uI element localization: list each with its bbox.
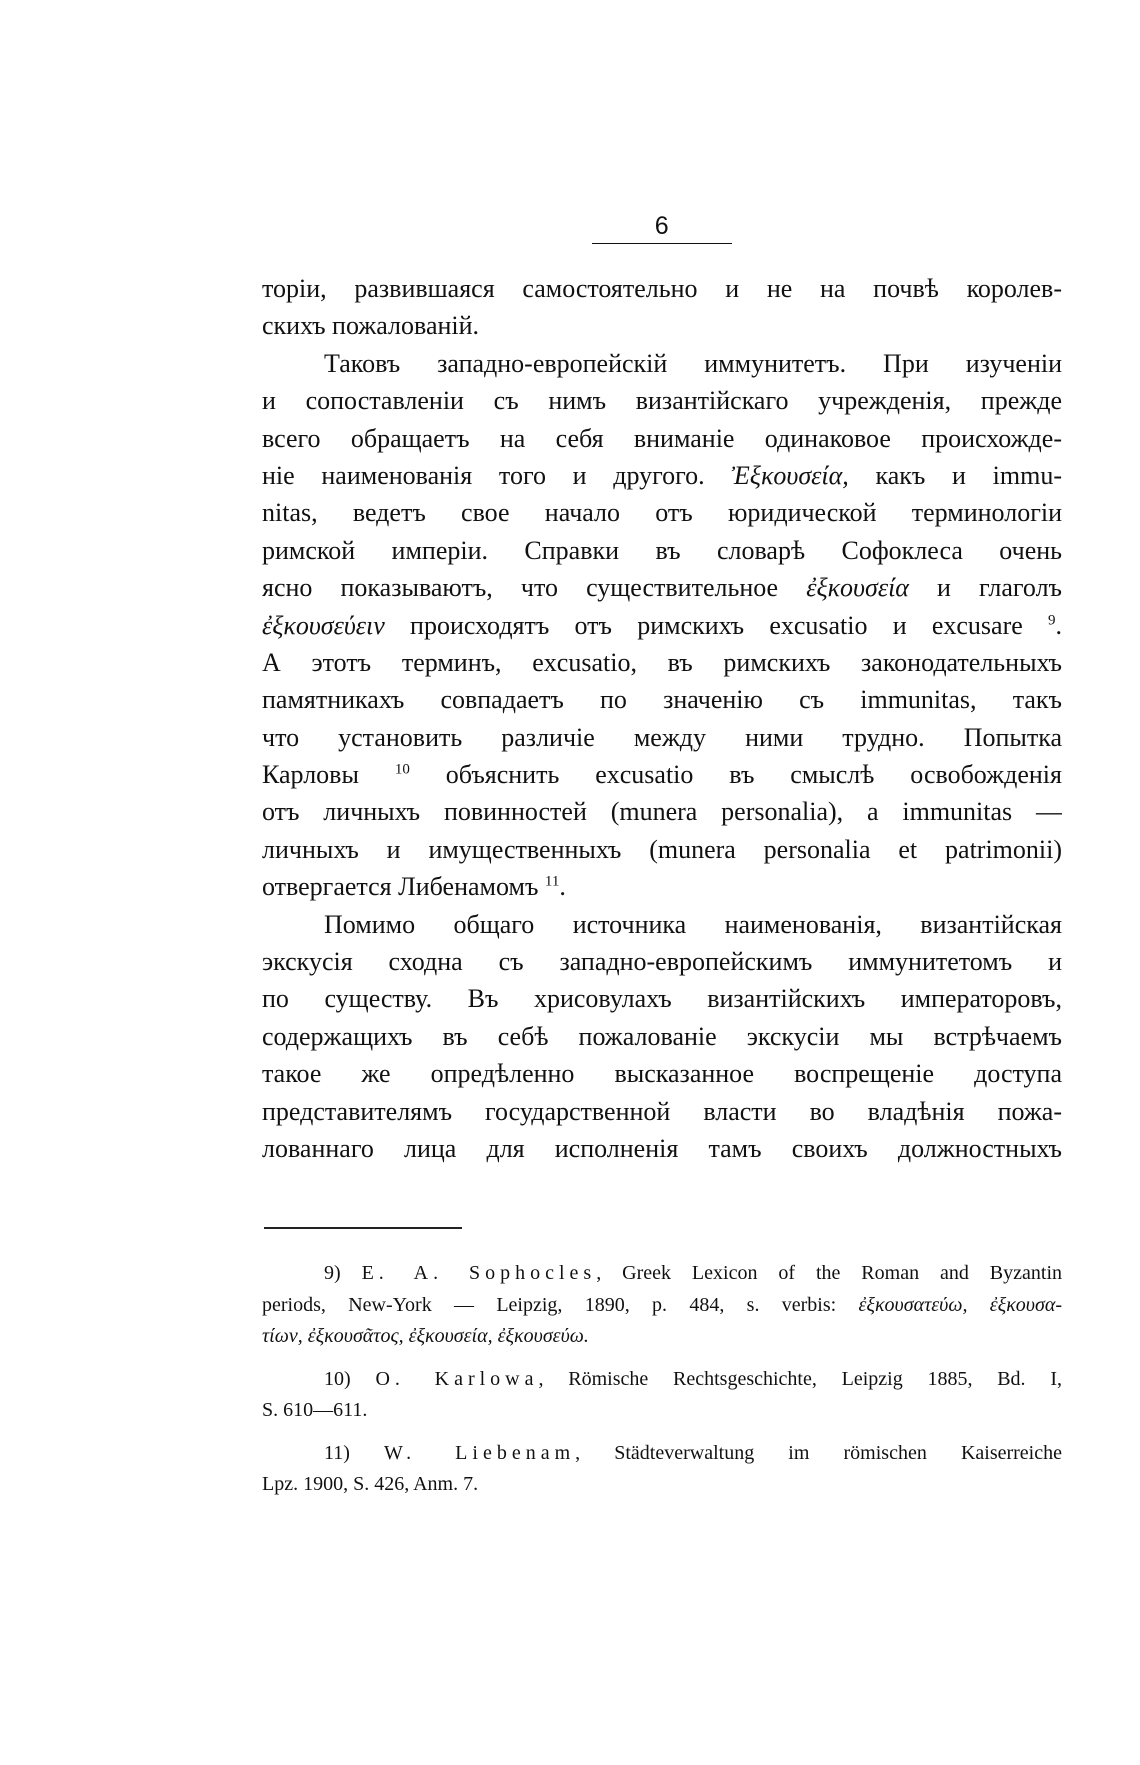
text-line: лованнаго лица для исполненія тамъ своихъ должностныхъ [262, 1133, 1062, 1163]
greek-term: Ἐξκουσεία, [731, 460, 849, 490]
text-line: экскусія сходна съ западно-европейскимъ иммунитетомъ и [262, 947, 1062, 977]
text-line: содержащихъ въ себѣ пожалованіе экскусіи мы встрѣчаемъ [262, 1021, 1062, 1051]
text-line: скихъ пожалованій. [262, 311, 480, 341]
footnote-author: O. Karlowa [375, 1367, 539, 1390]
footnote-number: 10) [324, 1367, 351, 1390]
text-line: представителямъ государственной власти во владѣнія пожа- [262, 1096, 1062, 1126]
footnote-9: 9) E. A. Sophocles, Greek Lexicon of the Roman and Byzantin periods, New-York — Leipzig, 1890, p. 484, s. verbis: ἐξκουσατεύω, ἐξκουσα- τίων, ἐξκουσᾶτος, ἐξκουσεία, ἐξκουσεύω. [262, 1262, 1062, 1347]
footnote-10: 10) O. Karlowa, Römische Rechtsgeschichte, Leipzig 1885, Bd. I, S. 610—611. [262, 1367, 1062, 1421]
text-line: ἐξκουσεύειν происходятъ отъ римскихъ excusatio и excusare $^9$. [262, 610, 1062, 640]
greek-term: τίων, ἐξκουσᾶτος, ἐξκουσεία, ἐξκουσεύω. [262, 1325, 589, 1347]
text-line: ясно показываютъ, что существительное ἐξκουσεία и глаголъ [262, 573, 1062, 603]
main-text [262, 270, 1062, 1167]
paragraph-start: Помимо общаго источника наименованія, византійская [324, 909, 1062, 939]
text-line: отъ личныхъ повинностей (munera personalia), a immunitas — [262, 797, 1062, 827]
text-line: торіи, развившаяся самостоятельно и не на почвѣ королев- [262, 274, 1062, 303]
footnote-ref-11[interactable]: 11 [544, 873, 560, 890]
page-number-rule [592, 243, 732, 244]
text-line: римской имперіи. Справки въ словарѣ Софоклеса очень [262, 535, 1062, 565]
text-line: памятникахъ совпадаетъ по значенію съ immunitas, такъ [262, 685, 1062, 715]
footnote-11: 11) W. Liebenam, Städteverwaltung im römischen Kaiserreiche Lpz. 1900, S. 426, Anm. 7. [262, 1441, 1062, 1495]
greek-term: ἐξκουσεία [806, 573, 909, 603]
footnote-number: 9) [324, 1262, 341, 1284]
greek-term: ἐξκουσατεύω, ἐξκουσα- [858, 1293, 1062, 1316]
footnote-ref-10[interactable]: 10 [394, 761, 410, 778]
paragraph-start: Таковъ западно-европейскій иммунитетъ. При изученіи [324, 348, 1062, 378]
footnotes [262, 1258, 1062, 1512]
footnote-ref-9[interactable]: 9 [1048, 611, 1056, 628]
text-line: nitas, ведетъ свое начало отъ юридической терминологіи [262, 498, 1062, 528]
text-line: всего обращаетъ на себя вниманіе одинаковое происхожде- [262, 423, 1062, 453]
greek-term: ἐξκουσεύειν [262, 610, 385, 640]
page-number: 6 [654, 212, 670, 240]
footnote-author: W. Liebenam [384, 1441, 576, 1464]
footnote-author: E. A. Sophocles [361, 1262, 597, 1284]
text-line: А этотъ терминъ, excusatio, въ римскихъ законодательныхъ [262, 647, 1062, 677]
text-line: и сопоставленіи съ нимъ византійскаго учрежденія, прежде [262, 386, 1062, 416]
text-line: отвергается Либенамомъ $^{11}$. [262, 872, 566, 902]
text-line: по существу. Въ хрисовулахъ византійскихъ императоровъ, [262, 984, 1062, 1014]
text-line: что установить различіе между ними трудно. Попытка [262, 722, 1062, 752]
text-line: личныхъ и имущественныхъ (munera personalia et patrimonii) [262, 834, 1062, 864]
text-line: такое же опредѣленно высказанное воспрещеніе доступа [262, 1059, 1062, 1089]
text-line: ніе наименованія того и другого. Ἐξκουσεία, какъ и immu- [262, 460, 1062, 490]
text-line: Карловы $^{10}$ объяснить excusatio въ смыслѣ освобожденія [262, 760, 1062, 790]
footnote-number: 11) [324, 1441, 350, 1464]
footnote-separator [264, 1227, 462, 1229]
